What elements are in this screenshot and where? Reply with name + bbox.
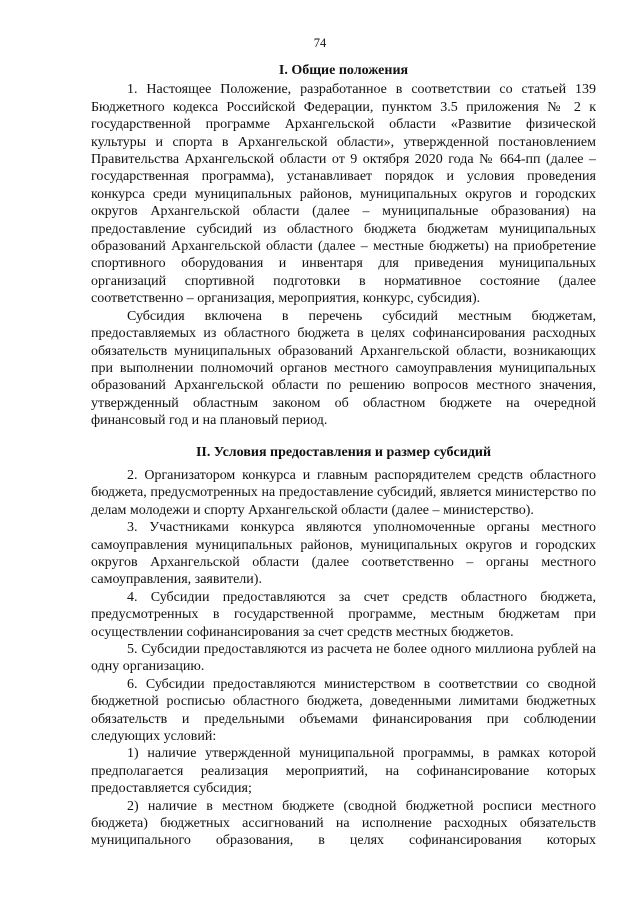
section-heading-conditions: II. Условия предоставления и размер субсидий — [195, 444, 492, 460]
paragraph-subsidy-list: Субсидия включена в перечень субсидий местным бюджетам, предоставляемых из областного бюджета в целях софинансирования расходных обязательств муниципальных образований Архангельской области, возникающих при выполнении полномочий органов местного самоуправления муниципальных образований Архангельской области по решению вопросов местного значения, утвержденный областным законом об областном бюджете на очередной финансовый год и на плановый период. — [91, 308, 596, 429]
paragraph-1: 1. Настоящее Положение, разработанное в соответствии со статьей 139 Бюджетного кодекса Российской Федерации, пунктом 3.5 приложения № 2 к государственной программе Архангельской области «Развитие физической культуры и спорта в Архангельской области», утвержденной постановлением Правительства Архангельской области от 9 октября 2020 года № 664-пп (далее – государственная программа), устанавливает порядок и условия проведения конкурса среди муниципальных районов, муниципальных округов и городских округов Архангельской области (далее – муниципальные образования) на предоставление субсидий из областного бюджета бюджетам муниципальных образований Архангельской области (далее – местные бюджеты) на приобретение спортивного оборудования и инвентаря для приведения муниципальных организаций спортивной подготовки в нормативное состояние (далее соответственно – организация, мероприятия, конкурс, субсидия). — [91, 82, 596, 307]
paragraph-6-item-1: 1) наличие утвержденной муниципальной программы, в рамках которой предполагается реализация мероприятий, на софинансирование которых предоставляется субсидия; — [91, 746, 596, 797]
paragraph-4: 4. Субсидии предоставляются за счет средств областного бюджета, предусмотренных в государственной программе, местным бюджетам при осуществлении софинансирования за счет средств местных бюджетов. — [91, 589, 596, 640]
document-body — [91, 62, 596, 850]
paragraph-5: 5. Субсидии предоставляются из расчета не более одного миллиона рублей на одну организацию. — [91, 642, 596, 675]
page-number: 74 — [313, 36, 327, 50]
section-heading-general: I. Общие положения — [278, 63, 409, 78]
paragraph-2: 2. Организатором конкурса и главным распорядителем средств областного бюджета, предусмотренных на предоставление субсидий, является министерство по делам молодежи и спорту Архангельской области (далее – министерство). — [91, 467, 596, 518]
paragraph-6-item-2: 2) наличие в местном бюджете (сводной бюджетной росписи местного бюджета) бюджетных ассигнований на исполнение расходных обязательств муниципального образования, в целях софинансирования которых — [91, 798, 596, 849]
paragraph-6: 6. Субсидии предоставляются министерством в соответствии со сводной бюджетной росписью областного бюджета, доведенными лимитами бюджетных обязательств и предельными объемами финансирования при соблюдении следующих условий: — [91, 676, 596, 745]
paragraph-3: 3. Участниками конкурса являются уполномоченные органы местного самоуправления муниципальных районов, муниципальных округов и городских округов Архангельской области (далее соответственно – органы местного самоуправления, заявители). — [91, 520, 596, 588]
